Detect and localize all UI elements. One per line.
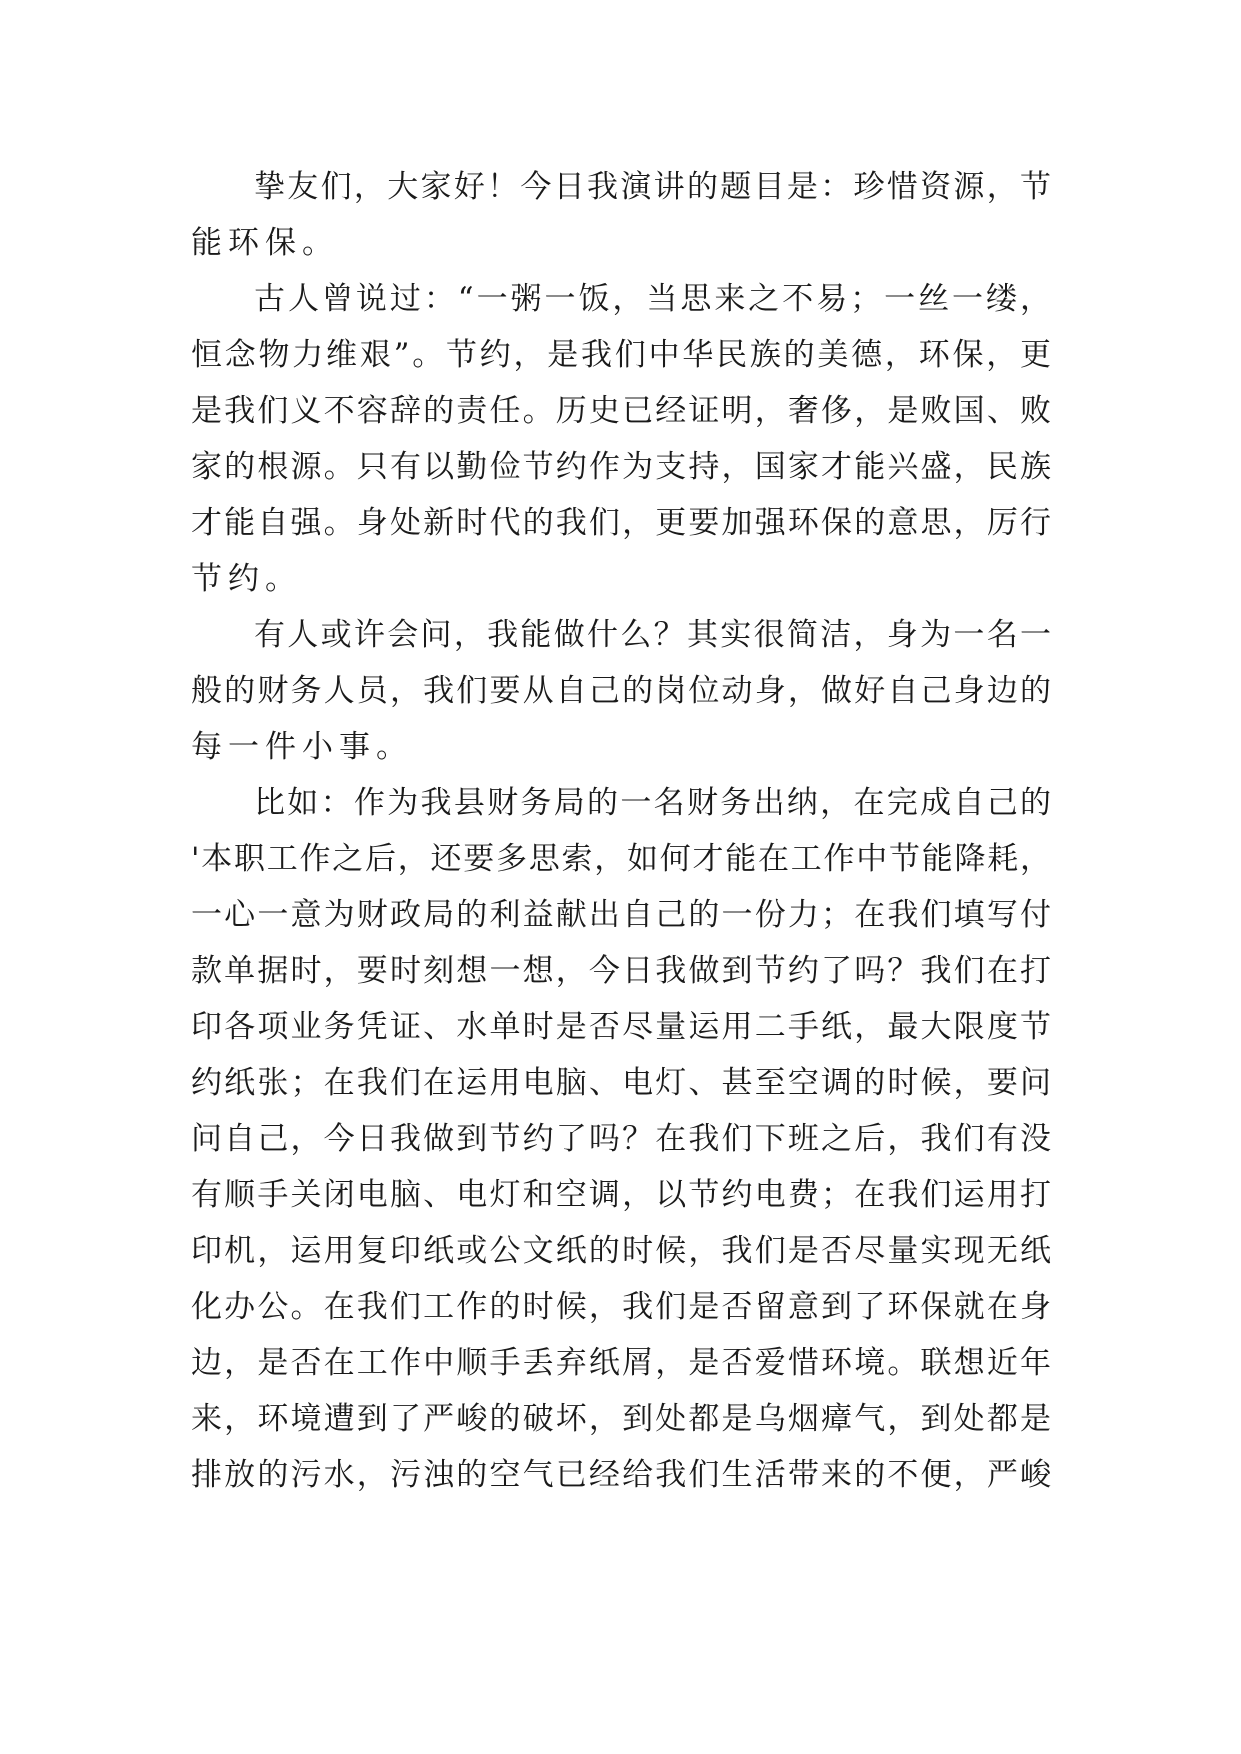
text-line: 才能自强。身处新时代的我们，更要加强环保的意思，厉行 <box>191 505 1051 541</box>
text-line: 化办公。在我们工作的时候，我们是否留意到了环保就在身 <box>191 1289 1051 1325</box>
text-line: 款单据时，要时刻想一想，今日我做到节约了吗？我们在打 <box>191 953 1051 989</box>
text-line: 家的根源。只有以勤俭节约作为支持，国家才能兴盛，民族 <box>191 449 1051 485</box>
text-line: 古人曾说过：“一粥一饭，当思来之不易；一丝一缕， <box>254 281 1051 317</box>
text-line: 来，环境遭到了严峻的破坏，到处都是乌烟瘴气，到处都是 <box>191 1401 1051 1437</box>
text-line: 节约。 <box>191 561 302 597</box>
text-line: 挚友们，大家好！今日我演讲的题目是：珍惜资源，节 <box>254 169 1051 205</box>
text-line: 有人或许会问，我能做什么？其实很简洁，身为一名一 <box>254 617 1051 653</box>
text-line: 能环保。 <box>191 225 339 261</box>
text-line: 是我们义不容辞的责任。历史已经证明，奢侈，是败国、败 <box>191 393 1051 429</box>
text-line: 每一件小事。 <box>191 729 413 765</box>
text-line: 有顺手关闭电脑、电灯和空调，以节约电费；在我们运用打 <box>191 1177 1051 1213</box>
text-line: 印各项业务凭证、水单时是否尽量运用二手纸，最大限度节 <box>191 1009 1051 1045</box>
text-line: 恒念物力维艰”。节约，是我们中华民族的美德，环保，更 <box>191 337 1051 373</box>
text-line: 般的财务人员，我们要从自己的岗位动身，做好自己身边的 <box>191 673 1051 709</box>
text-line: 比如：作为我县财务局的一名财务出纳，在完成自己的 <box>254 785 1051 821</box>
text-line: 边，是否在工作中顺手丢弃纸屑，是否爱惜环境。联想近年 <box>191 1345 1051 1381</box>
text-line: 约纸张；在我们在运用电脑、电灯、甚至空调的时候，要问 <box>191 1065 1051 1101</box>
text-line: 一心一意为财政局的利益献出自己的一份力；在我们填写付 <box>191 897 1051 933</box>
text-line: 印机，运用复印纸或公文纸的时候，我们是否尽量实现无纸 <box>191 1233 1051 1269</box>
text-line: 排放的污水，污浊的空气已经给我们生活带来的不便，严峻 <box>191 1457 1051 1493</box>
text-line: '本职工作之后，还要多思索，如何才能在工作中节能降耗， <box>191 841 1051 877</box>
text-line: 问自己，今日我做到节约了吗？在我们下班之后，我们有没 <box>191 1121 1051 1157</box>
